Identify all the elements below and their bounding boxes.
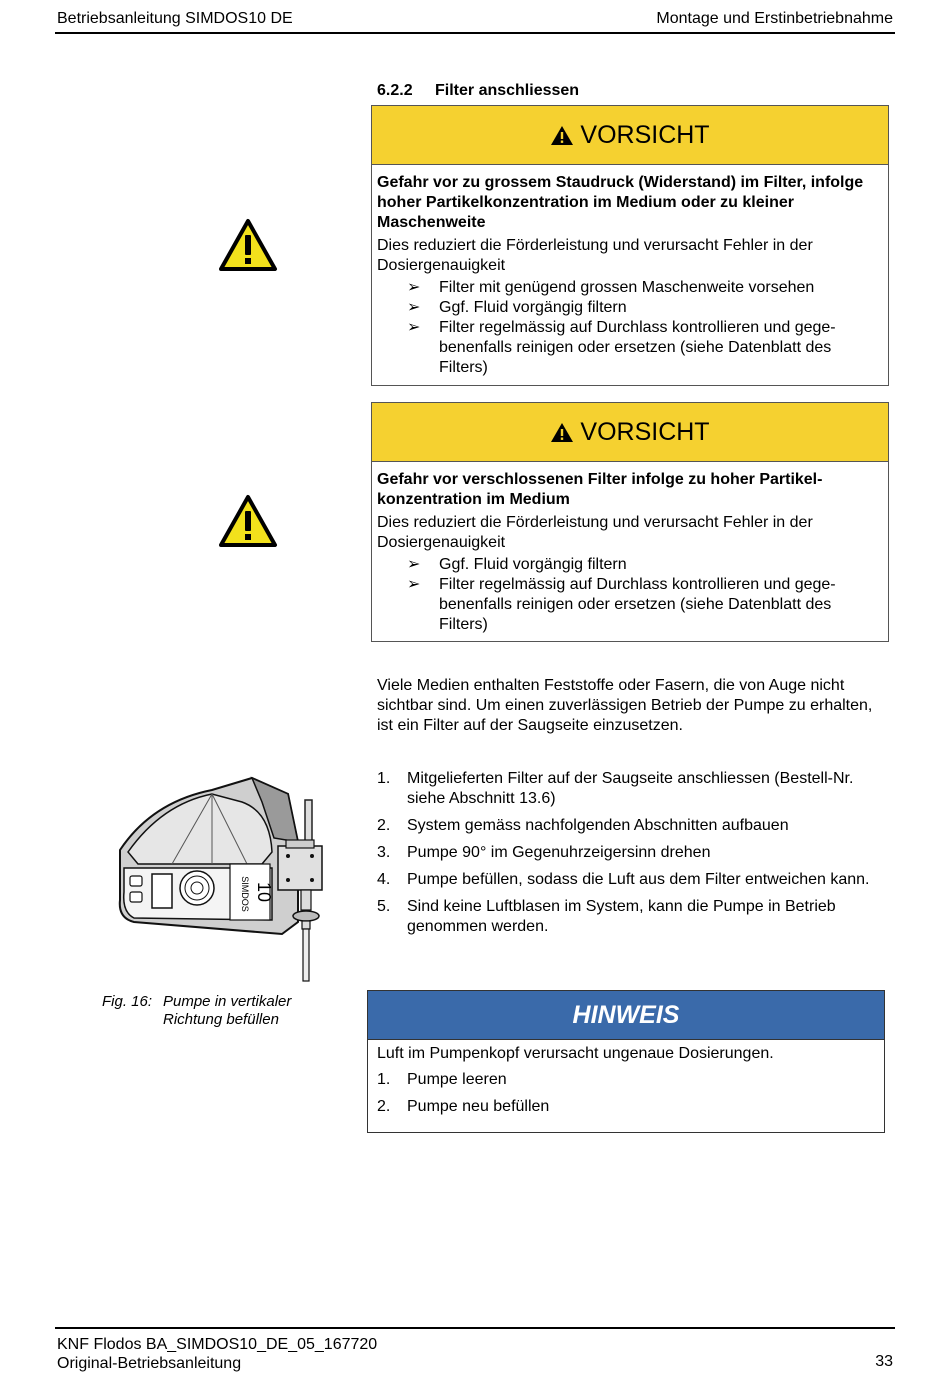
arrow-bullet-icon: ➢ — [407, 556, 421, 573]
warning-text-2: Dies reduziert die Förderleistung und verursacht Fehler in der Dosiergenauigkeit — [377, 514, 813, 551]
footer-doc-type: Original-Betriebsanleitung — [57, 1355, 242, 1372]
warning-box-1 — [371, 105, 889, 386]
page-number: 33 — [875, 1353, 893, 1370]
bullet-item — [377, 278, 883, 298]
warning-label-2: VORSICHT — [580, 417, 710, 446]
step-number: 3. — [377, 844, 391, 861]
step-number: 2. — [377, 817, 391, 834]
procedure-steps — [377, 769, 892, 944]
bullet-text: Ggf. Fluid vorgängig filtern — [439, 556, 627, 573]
note-label: HINWEIS — [572, 1000, 680, 1029]
warning-label-1: VORSICHT — [580, 120, 710, 149]
step-number: 4. — [377, 871, 391, 888]
step-number: 1. — [377, 770, 391, 787]
arrow-bullet-icon: ➢ — [407, 319, 421, 336]
header-right-title: Montage und Erstinbetriebnahme — [656, 10, 893, 27]
step-number: 2. — [377, 1098, 391, 1115]
note-step-item — [377, 1070, 875, 1090]
step-text: Pumpe 90° im Gegenuhrzeigersinn drehen — [407, 844, 711, 861]
warning-header-2 — [372, 403, 888, 462]
intro-paragraph: Viele Medien enthalten Feststoffe oder Fasern, die von Auge nicht sichtbar sind. Um einen zuverlässigen Betrieb der Pumpe zu erhalten, ist ein Filter auf der Saugseite einzusetzen. — [377, 677, 873, 734]
warning-header-1 — [372, 106, 888, 165]
section-number: 6.2.2 — [377, 82, 413, 99]
figure-caption-line1: Pumpe in vertikaler — [163, 993, 292, 1010]
warning-body-2 — [372, 462, 888, 641]
note-body — [368, 1039, 884, 1132]
section-title: Filter anschliessen — [435, 82, 580, 99]
warning-bullets-2 — [377, 555, 883, 635]
arrow-bullet-icon: ➢ — [407, 299, 421, 316]
step-number: 5. — [377, 898, 391, 915]
header-rule — [55, 32, 895, 34]
footer-rule — [55, 1327, 895, 1329]
arrow-bullet-icon: ➢ — [407, 576, 421, 593]
bullet-text: Ggf. Fluid vorgängig filtern — [439, 299, 627, 316]
warning-box-2 — [371, 402, 889, 642]
footer-doc-id: KNF Flodos BA_SIMDOS10_DE_05_167720 — [57, 1336, 378, 1353]
bullet-item — [377, 318, 883, 378]
warning-triangle-icon — [218, 218, 278, 272]
warning-bold-text-2: Gefahr vor verschlossenen Filter infolge zu hoher Partikel-konzentration im Medium — [377, 471, 823, 508]
bullet-text: Filter regelmässig auf Durchlass kontrollieren und gege-benenfalls reinigen oder ersetzen (siehe Datenblatt des Filters) — [439, 319, 836, 376]
step-text: System gemäss nachfolgenden Abschnitten aufbauen — [407, 817, 789, 834]
header-left-title: Betriebsanleitung SIMDOS10 DE — [57, 10, 293, 27]
step-text: Sind keine Luftblasen im System, kann die Pumpe in Betrieb genommen werden. — [407, 898, 836, 935]
step-item — [377, 843, 892, 863]
warning-bullets-1 — [377, 278, 883, 378]
note-text: Luft im Pumpenkopf verursacht ungenaue Dosierungen. — [377, 1045, 774, 1062]
bullet-item — [377, 298, 883, 318]
step-item — [377, 897, 892, 937]
step-text: Pumpe neu befüllen — [407, 1098, 550, 1115]
step-text: Mitgelieferten Filter auf der Saugseite anschliessen (Bestell-Nr. siehe Abschnitt 13.6) — [407, 770, 854, 807]
step-item — [377, 870, 892, 890]
note-box — [367, 990, 885, 1133]
bullet-item — [377, 575, 883, 635]
pump-illustration — [112, 772, 352, 984]
step-text: Pumpe leeren — [407, 1071, 507, 1088]
device-label-number: 10 — [254, 881, 274, 903]
figure-caption — [102, 993, 291, 1029]
warning-body-1 — [372, 165, 888, 384]
section-heading — [377, 82, 579, 100]
warning-triangle-icon — [218, 494, 278, 548]
bullet-text: Filter mit genügend grossen Maschenweite vorsehen — [439, 279, 815, 296]
warning-small-icon — [550, 422, 574, 443]
step-item — [377, 816, 892, 836]
bullet-item — [377, 555, 883, 575]
note-step-item — [377, 1097, 875, 1117]
warning-text-1: Dies reduziert die Förderleistung und verursacht Fehler in der Dosiergenauigkeit — [377, 237, 813, 274]
note-header — [368, 991, 884, 1039]
device-label-simdos: SIMDOS — [240, 876, 250, 912]
arrow-bullet-icon: ➢ — [407, 279, 421, 296]
step-text: Pumpe befüllen, sodass die Luft aus dem Filter entweichen kann. — [407, 871, 870, 888]
note-steps — [377, 1070, 875, 1117]
figure-label: Fig. 16: — [102, 993, 153, 1010]
bullet-text: Filter regelmässig auf Durchlass kontrollieren und gege-benenfalls reinigen oder ersetzen (siehe Datenblatt des Filters) — [439, 576, 836, 633]
step-item — [377, 769, 892, 809]
warning-bold-text-1: Gefahr vor zu grossem Staudruck (Widerstand) im Filter, infolge hoher Partikelkonzentration im Medium oder zu kleiner Maschenweite — [377, 174, 864, 231]
figure-caption-line2: Richtung befüllen — [163, 1011, 279, 1028]
warning-small-icon — [550, 125, 574, 146]
step-number: 1. — [377, 1071, 391, 1088]
